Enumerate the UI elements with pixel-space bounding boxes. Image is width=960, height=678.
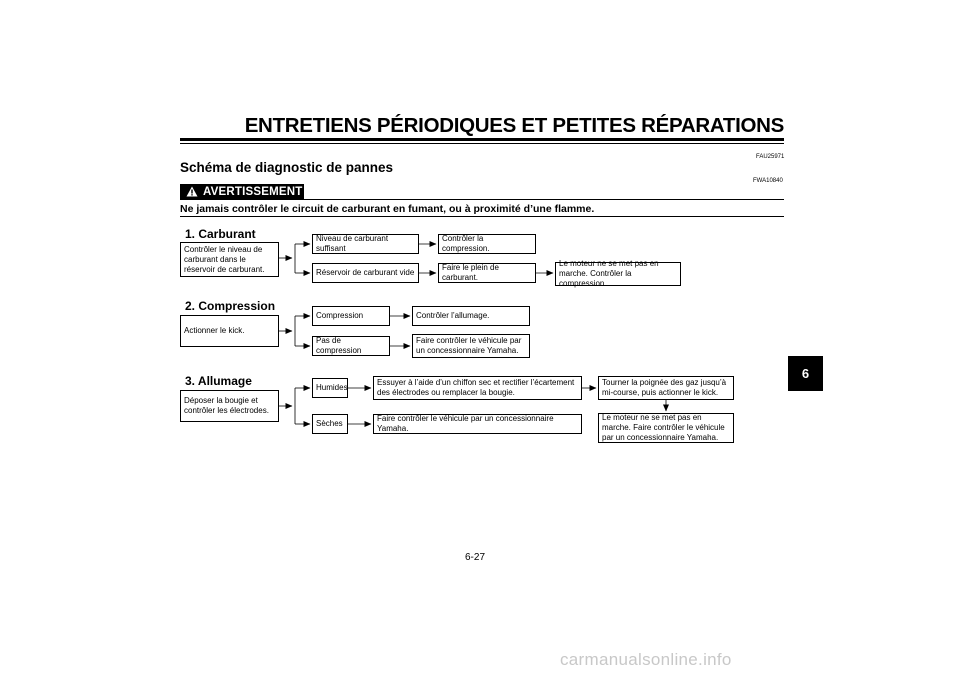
ignition-dry-box: Sèches bbox=[312, 414, 348, 434]
compression-check-ignition-box: Contrôler l’allumage. bbox=[412, 306, 530, 326]
ignition-throttle-box: Tourner la poignée des gaz jusqu’à mi-course, puis actionner le kick. bbox=[598, 376, 734, 400]
warning-label: AVERTISSEMENT bbox=[203, 185, 303, 198]
ignition-start-box: Déposer la bougie et contrôler les électrodes. bbox=[180, 390, 279, 422]
page-number: 6-27 bbox=[465, 552, 486, 563]
ignition-wet-action-box: Essuyer à l’aide d’un chiffon sec et rectifier l’écartement des électrodes ou remplacer la bougie. bbox=[373, 376, 582, 400]
chapter-tab: 6 bbox=[788, 356, 823, 391]
fuel-heading: 1. Carburant bbox=[185, 227, 256, 241]
warning-text: Ne jamais contrôler le circuit de carburant en fumant, ou à proximité d’une flamme. bbox=[180, 203, 595, 215]
fuel-refill-box: Faire le plein de carburant. bbox=[438, 263, 536, 283]
chapter-title: ENTRETIENS PÉRIODIQUES ET PETITES RÉPARATIONS bbox=[244, 114, 784, 137]
section-title: Schéma de diagnostic de pannes bbox=[180, 160, 394, 175]
ignition-dry-action-box: Faire contrôler le véhicule par un concessionnaire Yamaha. bbox=[373, 414, 582, 434]
compression-dealer-box: Faire contrôler le véhicule par un concessionnaire Yamaha. bbox=[412, 334, 530, 358]
ignition-wet-box: Humides bbox=[312, 378, 348, 398]
fuel-check-compression-box: Contrôler la compression. bbox=[438, 234, 536, 254]
compression-ok-box: Compression bbox=[312, 306, 390, 326]
watermark: carmanualsonline.info bbox=[560, 650, 732, 669]
ignition-heading: 3. Allumage bbox=[185, 374, 252, 388]
compression-none-box: Pas de compression bbox=[312, 336, 390, 356]
fuel-empty-box: Réservoir de carburant vide bbox=[312, 263, 419, 283]
fuel-sufficient-box: Niveau de carburant suffisant bbox=[312, 234, 419, 254]
section-code: FAU25971 bbox=[756, 154, 785, 160]
ignition-result-box: Le moteur ne se met pas en marche. Faire contrôler le véhicule par un concessionnaire Yamaha. bbox=[598, 413, 734, 443]
fuel-start-box: Contrôler le niveau de carburant dans le réservoir de carburant. bbox=[180, 242, 279, 277]
compression-heading: 2. Compression bbox=[185, 299, 276, 313]
fuel-result-box: Le moteur ne se met pas en marche. Contrôler la compression. bbox=[555, 262, 681, 286]
warning-code: FWA10840 bbox=[753, 178, 783, 184]
compression-start-box: Actionner le kick. bbox=[180, 315, 279, 347]
